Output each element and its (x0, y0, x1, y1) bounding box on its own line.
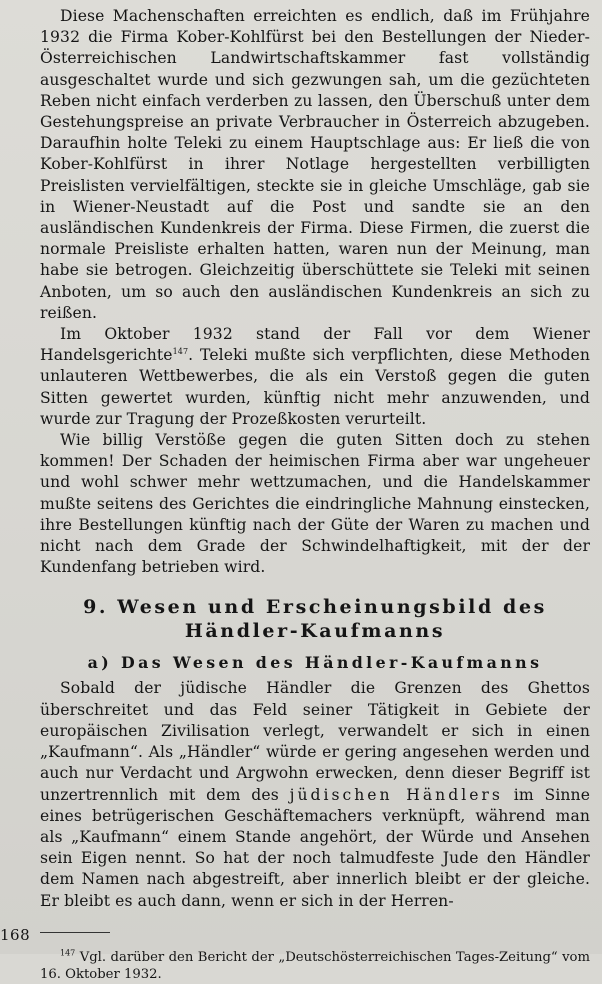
footnote-divider (40, 932, 110, 933)
body-paragraph (40, 324, 590, 430)
paragraph-text: . Teleki mußte sich verpflichten, diese Methoden unlauteren Wettbewerbes, die als ein Verstoß gegen die guten Sitten gewertet wurden, künftig nicht mehr anzuwenden, und wurde zur Tragung der Prozeßkosten verurteilt. (40, 346, 590, 428)
body-paragraph (40, 430, 590, 578)
paragraph-text: Wie billig Verstöße gegen die guten Sitten doch zu stehen kommen! Der Schaden der heimischen Firma aber war ungeheuer und wohl schwer mehr wettzumachen, und die Handelskammer mußte seitens des Gerichtes die eindringliche Mahnung einstecken, ihre Bestellungen künftig nach der Güte der Waren zu machen und nicht nach dem Grade der Schwindelhaftigkeit, mit der der Kundenfang betrieben wird. (40, 431, 590, 577)
footnote-number: 147 (60, 948, 76, 958)
subsection-heading: a) Das Wesen des Händler-Kaufmanns (87, 653, 543, 673)
paragraph-text: Diese Machenschaften erreichten es endlich, daß im Frühjahre 1932 die Firma Kober-Kohlfürst bei den Bestellungen der Nieder-Österreichischen Landwirtschaftskammer fast vollständig ausgeschaltet wurde und sich gezwungen sah, um die gezüchteten Reben nicht einfach verderben zu lassen, den Überschuß unter dem Gestehungspreise an private Verbraucher in Österreich abzugeben. Daraufhin holte Teleki zu einem Hauptschlage aus: Er ließ die von Kober-Kohlfürst in ihrer Notlage hergestellten verbilligten Preislisten vervielfältigen, steckte sie in gleiche Umschläge, gab sie in Wiener-Neustadt auf die Post und sandte sie an den ausländischen Kundenkreis der Firma. Diese Firmen, die zuerst die normale Preisliste erhalten hatten, waren nun der Meinung, man habe sie betrogen. Gleichzeitig überschüttete sie Teleki mit seinen Anboten, um so auch den ausländischen Kundenkreis an sich zu reißen. (40, 7, 590, 322)
body-paragraph (40, 678, 590, 911)
emphasized-text: jüdischen Händlers (289, 785, 503, 804)
section-heading: 9. Wesen und Erscheinungsbild des Händler-Kaufmanns (83, 596, 547, 643)
paragraph-text: Sobald der jüdische Händler die Grenzen des Ghettos überschreitet und das Feld seiner Tätigkeit in Gebiete der europäischen Zivilisation verlegt, verwandelt er sich in einen „Kaufmann“. Als „Händler“ würde er gering angesehen werden und auch nur Verdacht und Argwohn erwecken, denn dieser Begriff ist unzertrennlich mit dem des (40, 679, 590, 804)
paragraph-text: im Sinne eines betrügerischen Geschäftemachers verknüpft, während man als „Kaufmann“ einem Stande angehört, der Würde und Ansehen sein Eigen nennt. So hat der noch talmudfeste Jude den Händler dem Namen nach abgestreift, aber innerlich bleibt er der gleiche. Er bleibt es auch dann, wenn er sich in der Herren- (40, 785, 591, 910)
body-paragraph (40, 6, 590, 324)
footnote-text: Vgl. darüber den Bericht der „Deutschösterreichischen Tages-Zeitung“ vom 16. Oktober 1932. (40, 949, 590, 983)
paragraph-text: Im Oktober 1932 stand der Fall vor dem Wiener Handelsgerichte (40, 325, 590, 365)
page-number: 168 (0, 926, 31, 944)
footnote-reference[interactable]: 147 (172, 347, 189, 357)
